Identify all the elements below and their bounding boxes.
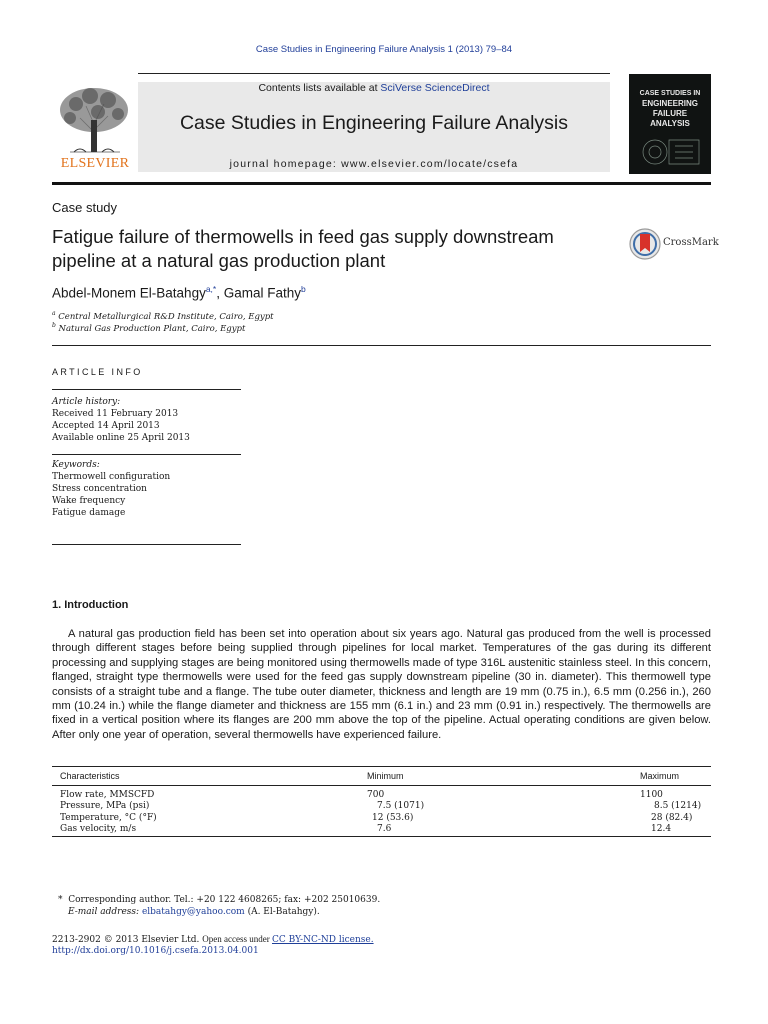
crossmark-badge[interactable] bbox=[629, 228, 719, 260]
affiliation-a-mark: a bbox=[52, 310, 56, 317]
footnote-mark: * bbox=[58, 895, 63, 905]
elsevier-wordmark: ELSEVIER bbox=[60, 156, 130, 171]
keywords-label: Keywords: bbox=[52, 460, 100, 470]
affiliation-a bbox=[52, 310, 274, 322]
affiliation-b-text: Natural Gas Production Plant, Cairo, Egypt bbox=[58, 323, 246, 334]
table-cell-max: 28 (82.4) bbox=[651, 813, 693, 823]
sciencedirect-link[interactable]: SciVerse ScienceDirect bbox=[380, 82, 490, 94]
cover-line-2: ENGINEERING bbox=[641, 99, 698, 108]
table-header-characteristics: Characteristics bbox=[60, 771, 120, 781]
history-received: Received 11 February 2013 bbox=[52, 409, 179, 419]
doi-link[interactable]: http://dx.doi.org/10.1016/j.csefa.2013.04.001 bbox=[52, 946, 259, 956]
homepage-link[interactable]: www.elsevier.com/locate/csefa bbox=[341, 158, 519, 170]
cover-graphic-icon bbox=[635, 132, 705, 170]
table-header-rule bbox=[52, 785, 711, 786]
corresponding-text: Corresponding author. Tel.: +20 122 4608265; fax: +202 25010639. bbox=[68, 895, 381, 905]
article-info-heading: ARTICLE INFO bbox=[52, 367, 143, 377]
article-info-rule-2 bbox=[52, 454, 241, 455]
table-bottom-rule bbox=[52, 836, 711, 837]
author-2: Gamal Fathy bbox=[223, 285, 302, 301]
table-row-label: Flow rate, MMSCFD bbox=[60, 790, 155, 800]
masthead-top-rule bbox=[138, 73, 610, 74]
copyright-line bbox=[52, 934, 374, 945]
keyword-item: Stress concentration bbox=[52, 484, 147, 494]
keyword-item: Thermowell configuration bbox=[52, 472, 171, 482]
header-divider bbox=[52, 345, 711, 346]
table-cell-min: 7.6 bbox=[377, 824, 392, 834]
introduction-body bbox=[52, 627, 711, 742]
affiliation-b bbox=[52, 322, 245, 334]
section-heading-introduction: 1. Introduction bbox=[52, 599, 129, 611]
open-access-label: Open access under bbox=[202, 934, 272, 944]
history-label: Article history: bbox=[52, 397, 121, 407]
journal-reference[interactable]: Case Studies in Engineering Failure Analysis 1 (2013) 79–84 bbox=[255, 44, 513, 55]
keyword-item: Fatigue damage bbox=[52, 508, 126, 518]
table-cell-max: 12.4 bbox=[651, 824, 672, 834]
cover-line-4: ANALYSIS bbox=[650, 119, 690, 128]
email-link[interactable]: elbatahgy@yahoo.com bbox=[141, 907, 245, 917]
homepage-prefix: journal homepage: bbox=[229, 158, 342, 170]
author-1: Abdel-Monem El-Batahgy bbox=[52, 285, 206, 301]
license-link[interactable]: CC BY-NC-ND license. bbox=[272, 935, 374, 945]
table-cell-max: 1100 bbox=[640, 790, 663, 800]
email-footnote bbox=[68, 907, 320, 917]
cover-line-3: FAILURE bbox=[652, 109, 688, 118]
history-accepted: Accepted 14 April 2013 bbox=[52, 421, 160, 431]
corresponding-author-footnote bbox=[58, 895, 380, 905]
affiliation-a-text: Central Metallurgical R&D Institute, Cairo, Egypt bbox=[58, 311, 274, 322]
affiliation-b-mark: b bbox=[52, 322, 56, 329]
article-info-rule-1 bbox=[52, 389, 241, 390]
article-type: Case study bbox=[52, 200, 118, 215]
history-online: Available online 25 April 2013 bbox=[52, 433, 190, 443]
table-header-minimum: Minimum bbox=[367, 771, 404, 781]
author-separator: , bbox=[216, 285, 224, 301]
crossmark-label: CrossMark bbox=[663, 237, 719, 248]
crossmark-icon bbox=[629, 228, 661, 260]
contents-line bbox=[138, 82, 610, 94]
table-cell-min: 7.5 (1071) bbox=[377, 801, 425, 811]
table-row-label: Pressure, MPa (psi) bbox=[60, 801, 150, 811]
masthead-bottom-rule bbox=[52, 182, 711, 185]
keyword-item: Wake frequency bbox=[52, 496, 126, 506]
email-label: E-mail address: bbox=[68, 907, 142, 917]
table-header-maximum: Maximum bbox=[640, 771, 680, 781]
table-cell-max: 8.5 (1214) bbox=[654, 801, 702, 811]
author-2-affiliation-mark[interactable]: b bbox=[301, 284, 306, 294]
table-row-label: Gas velocity, m/s bbox=[60, 824, 137, 834]
table-row-label: Temperature, °C (°F) bbox=[60, 813, 157, 823]
author-list bbox=[52, 284, 306, 301]
table-cell-min: 12 (53.6) bbox=[372, 813, 414, 823]
journal-name: Case Studies in Engineering Failure Analysis bbox=[179, 112, 569, 134]
journal-cover-image[interactable] bbox=[629, 74, 711, 174]
email-suffix: (A. El-Batahgy). bbox=[244, 907, 320, 917]
article-title: Fatigue failure of thermowells in feed gas supply downstream pipeline at a natural gas production plant bbox=[52, 226, 554, 271]
author-1-affiliation-mark[interactable]: a,* bbox=[205, 284, 217, 294]
introduction-paragraph: A natural gas production field has been set into operation about six years ago. Natural gas produced from the well is processed through different stages before being supplied through pipelines for local market. Temperatures of the gas during its different processing and supplying stages are being monitored using thermowells made of type 316L austenitic stainless steel. In this concern, flanged, straight type thermowells were used for the feed gas supply downstream pipeline (30 in. diameter). This thermowell type consists of a straight tube and a flange. The tube outer diameter, thickness and length are 19 mm (0.75 in.), 6.5 mm (0.256 in.), 260 mm (10.24 in.) while the flange diameter and thickness are 155 mm (6.1 in.) and 23 mm (0.91 in.) respectively. The thermowells are fixed in a vertical position where its flanges are 200 mm above the top of the pipeline. Actual operating conditions are given below. After only one year of operation, several thermowells have experienced failure. bbox=[52, 628, 711, 741]
contents-prefix: Contents lists available at bbox=[258, 82, 381, 94]
cover-line-1: CASE STUDIES IN bbox=[639, 90, 701, 97]
table-top-rule bbox=[52, 766, 711, 767]
journal-homepage bbox=[138, 158, 610, 170]
table-cell-min: 700 bbox=[367, 790, 385, 800]
issn-copyright: 2213-2902 © 2013 Elsevier Ltd. bbox=[52, 935, 203, 945]
article-info-rule-3 bbox=[52, 544, 241, 545]
